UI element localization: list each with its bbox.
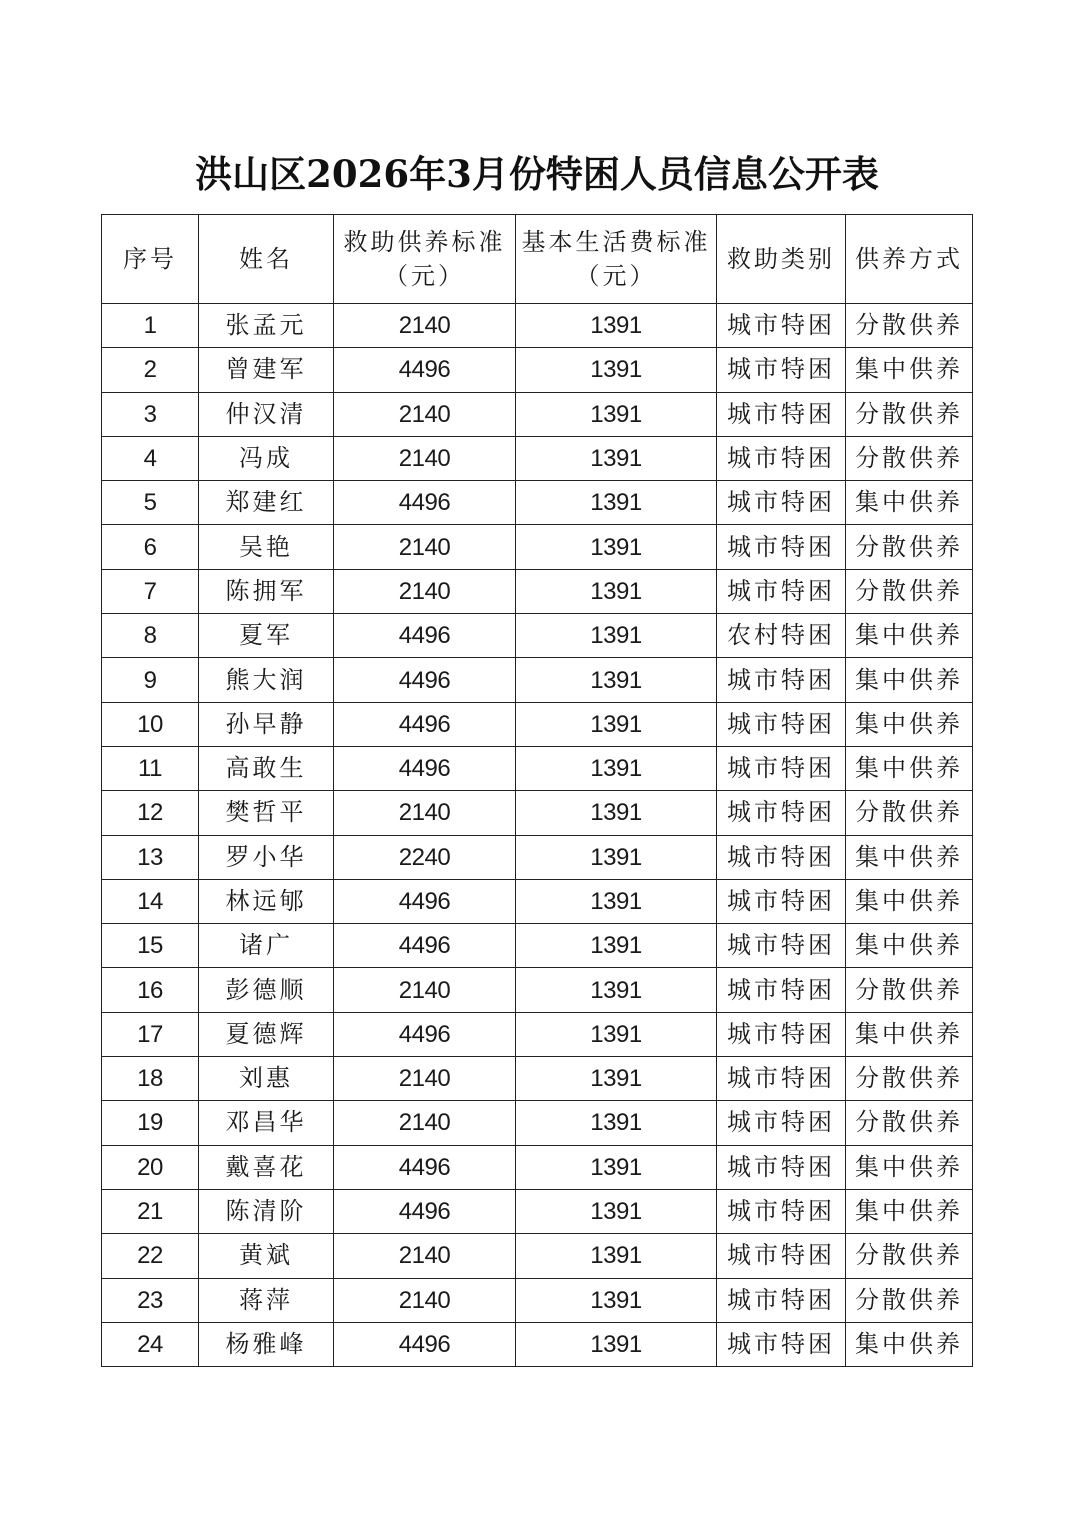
cell-aid-category: 城市特困 xyxy=(717,835,846,879)
cell-living-standard: 1391 xyxy=(516,702,717,746)
cell-aid-standard: 4496 xyxy=(334,1012,516,1056)
cell-support-method: 集中供养 xyxy=(846,1145,973,1189)
cell-support-method: 分散供养 xyxy=(846,791,973,835)
table-row xyxy=(102,304,973,348)
table-row xyxy=(102,348,973,392)
cell-name: 刘惠 xyxy=(199,1057,334,1101)
cell-aid-standard: 2140 xyxy=(334,1101,516,1145)
cell-aid-category: 城市特困 xyxy=(717,1189,846,1233)
cell-support-method: 集中供养 xyxy=(846,746,973,790)
cell-aid-standard: 4496 xyxy=(334,658,516,702)
header-aid-standard-line1: 救助供养标准 xyxy=(343,228,506,256)
cell-name: 蒋萍 xyxy=(199,1278,334,1322)
cell-support-method: 分散供养 xyxy=(846,1101,973,1145)
cell-aid-standard: 4496 xyxy=(334,924,516,968)
cell-living-standard: 1391 xyxy=(516,879,717,923)
header-support-method: 供养方式 xyxy=(846,215,973,304)
cell-name: 黄斌 xyxy=(199,1234,334,1278)
cell-support-method: 分散供养 xyxy=(846,1234,973,1278)
cell-index: 9 xyxy=(102,658,199,702)
cell-aid-standard: 4496 xyxy=(334,1145,516,1189)
cell-name: 樊哲平 xyxy=(199,791,334,835)
table-body xyxy=(102,304,973,1367)
cell-aid-category: 城市特困 xyxy=(717,879,846,923)
cell-name: 杨雅峰 xyxy=(199,1322,334,1366)
header-living-standard-line1: 基本生活费标准 xyxy=(521,228,711,256)
cell-living-standard: 1391 xyxy=(516,348,717,392)
cell-index: 22 xyxy=(102,1234,199,1278)
cell-aid-standard: 2140 xyxy=(334,569,516,613)
table-row xyxy=(102,1234,973,1278)
cell-aid-category: 城市特困 xyxy=(717,1101,846,1145)
cell-support-method: 集中供养 xyxy=(846,835,973,879)
header-living-standard-line2: （元） xyxy=(575,262,657,290)
cell-aid-category: 城市特困 xyxy=(717,569,846,613)
table-row xyxy=(102,746,973,790)
cell-name: 戴喜花 xyxy=(199,1145,334,1189)
table-row xyxy=(102,1189,973,1233)
cell-name: 高敢生 xyxy=(199,746,334,790)
page-title: 洪山区2026年3月份特困人员信息公开表 xyxy=(195,152,879,196)
cell-name: 吴艳 xyxy=(199,525,334,569)
cell-index: 19 xyxy=(102,1101,199,1145)
cell-index: 24 xyxy=(102,1322,199,1366)
cell-index: 6 xyxy=(102,525,199,569)
cell-aid-category: 城市特困 xyxy=(717,436,846,480)
cell-name: 彭德顺 xyxy=(199,968,334,1012)
cell-aid-category: 城市特困 xyxy=(717,1278,846,1322)
cell-aid-category: 城市特困 xyxy=(717,968,846,1012)
cell-name: 张孟元 xyxy=(199,304,334,348)
table-row xyxy=(102,569,973,613)
header-name: 姓名 xyxy=(199,215,334,304)
cell-index: 2 xyxy=(102,348,199,392)
cell-aid-standard: 4496 xyxy=(334,879,516,923)
cell-aid-standard: 2140 xyxy=(334,525,516,569)
cell-aid-category: 城市特困 xyxy=(717,525,846,569)
cell-index: 21 xyxy=(102,1189,199,1233)
cell-aid-standard: 2140 xyxy=(334,1234,516,1278)
cell-support-method: 分散供养 xyxy=(846,1278,973,1322)
cell-aid-standard: 4496 xyxy=(334,481,516,525)
cell-index: 13 xyxy=(102,835,199,879)
table-row xyxy=(102,702,973,746)
table-row xyxy=(102,614,973,658)
cell-name: 邓昌华 xyxy=(199,1101,334,1145)
table-row xyxy=(102,1322,973,1366)
table-row xyxy=(102,924,973,968)
cell-aid-category: 城市特困 xyxy=(717,1145,846,1189)
cell-index: 17 xyxy=(102,1012,199,1056)
table-row xyxy=(102,879,973,923)
cell-name: 陈清阶 xyxy=(199,1189,334,1233)
cell-index: 15 xyxy=(102,924,199,968)
cell-index: 3 xyxy=(102,392,199,436)
cell-living-standard: 1391 xyxy=(516,1234,717,1278)
cell-living-standard: 1391 xyxy=(516,436,717,480)
cell-living-standard: 1391 xyxy=(516,658,717,702)
cell-living-standard: 1391 xyxy=(516,525,717,569)
cell-index: 8 xyxy=(102,614,199,658)
cell-living-standard: 1391 xyxy=(516,1057,717,1101)
table-row xyxy=(102,968,973,1012)
cell-index: 5 xyxy=(102,481,199,525)
table-row xyxy=(102,658,973,702)
cell-index: 1 xyxy=(102,304,199,348)
cell-support-method: 分散供养 xyxy=(846,968,973,1012)
cell-name: 陈拥军 xyxy=(199,569,334,613)
cell-index: 10 xyxy=(102,702,199,746)
header-living-standard xyxy=(516,215,717,304)
cell-support-method: 集中供养 xyxy=(846,924,973,968)
cell-support-method: 分散供养 xyxy=(846,1057,973,1101)
cell-index: 18 xyxy=(102,1057,199,1101)
cell-index: 4 xyxy=(102,436,199,480)
table-row xyxy=(102,1057,973,1101)
cell-aid-standard: 4496 xyxy=(334,746,516,790)
cell-support-method: 分散供养 xyxy=(846,569,973,613)
cell-index: 20 xyxy=(102,1145,199,1189)
cell-index: 11 xyxy=(102,746,199,790)
cell-name: 仲汉清 xyxy=(199,392,334,436)
cell-aid-standard: 2140 xyxy=(334,392,516,436)
cell-aid-category: 城市特困 xyxy=(717,348,846,392)
header-row xyxy=(102,215,973,304)
cell-living-standard: 1391 xyxy=(516,569,717,613)
table-row xyxy=(102,791,973,835)
cell-aid-standard: 2240 xyxy=(334,835,516,879)
cell-index: 7 xyxy=(102,569,199,613)
cell-name: 郑建红 xyxy=(199,481,334,525)
cell-support-method: 分散供养 xyxy=(846,436,973,480)
cell-aid-standard: 2140 xyxy=(334,791,516,835)
table-row xyxy=(102,525,973,569)
header-index: 序号 xyxy=(102,215,199,304)
cell-aid-category: 城市特困 xyxy=(717,702,846,746)
cell-living-standard: 1391 xyxy=(516,835,717,879)
cell-living-standard: 1391 xyxy=(516,1322,717,1366)
cell-name: 孙早静 xyxy=(199,702,334,746)
cell-aid-standard: 4496 xyxy=(334,1322,516,1366)
cell-aid-standard: 2140 xyxy=(334,304,516,348)
cell-aid-category: 城市特困 xyxy=(717,481,846,525)
table-row xyxy=(102,481,973,525)
cell-name: 诸广 xyxy=(199,924,334,968)
cell-living-standard: 1391 xyxy=(516,1189,717,1233)
cell-aid-category: 城市特困 xyxy=(717,924,846,968)
cell-support-method: 集中供养 xyxy=(846,348,973,392)
cell-aid-category: 城市特困 xyxy=(717,791,846,835)
cell-living-standard: 1391 xyxy=(516,481,717,525)
cell-index: 16 xyxy=(102,968,199,1012)
header-aid-standard-line2: （元） xyxy=(384,262,465,290)
cell-aid-category: 城市特困 xyxy=(717,1322,846,1366)
cell-support-method: 集中供养 xyxy=(846,1322,973,1366)
cell-aid-category: 城市特困 xyxy=(717,746,846,790)
cell-aid-category: 城市特困 xyxy=(717,1234,846,1278)
cell-living-standard: 1391 xyxy=(516,614,717,658)
table-row xyxy=(102,1012,973,1056)
table-row xyxy=(102,392,973,436)
cell-index: 14 xyxy=(102,879,199,923)
cell-support-method: 分散供养 xyxy=(846,392,973,436)
info-table xyxy=(101,214,973,1367)
cell-aid-category: 城市特困 xyxy=(717,658,846,702)
cell-aid-standard: 2140 xyxy=(334,968,516,1012)
table-header xyxy=(102,215,973,304)
cell-support-method: 集中供养 xyxy=(846,1012,973,1056)
table-row xyxy=(102,1278,973,1322)
cell-name: 冯成 xyxy=(199,436,334,480)
cell-living-standard: 1391 xyxy=(516,392,717,436)
cell-support-method: 集中供养 xyxy=(846,658,973,702)
cell-index: 23 xyxy=(102,1278,199,1322)
cell-name: 林远郇 xyxy=(199,879,334,923)
cell-index: 12 xyxy=(102,791,199,835)
cell-support-method: 集中供养 xyxy=(846,879,973,923)
cell-living-standard: 1391 xyxy=(516,1101,717,1145)
cell-aid-category: 城市特困 xyxy=(717,304,846,348)
cell-name: 罗小华 xyxy=(199,835,334,879)
cell-aid-standard: 4496 xyxy=(334,614,516,658)
cell-aid-standard: 2140 xyxy=(334,1057,516,1101)
header-aid-category: 救助类别 xyxy=(717,215,846,304)
cell-support-method: 集中供养 xyxy=(846,481,973,525)
cell-support-method: 分散供养 xyxy=(846,304,973,348)
cell-support-method: 分散供养 xyxy=(846,525,973,569)
cell-aid-standard: 4496 xyxy=(334,702,516,746)
cell-aid-standard: 2140 xyxy=(334,436,516,480)
header-aid-standard xyxy=(334,215,516,304)
cell-aid-standard: 4496 xyxy=(334,348,516,392)
cell-aid-standard: 4496 xyxy=(334,1189,516,1233)
cell-living-standard: 1391 xyxy=(516,304,717,348)
cell-aid-category: 农村特困 xyxy=(717,614,846,658)
cell-living-standard: 1391 xyxy=(516,924,717,968)
cell-name: 熊大润 xyxy=(199,658,334,702)
cell-aid-category: 城市特困 xyxy=(717,1012,846,1056)
cell-living-standard: 1391 xyxy=(516,968,717,1012)
cell-aid-category: 城市特困 xyxy=(717,392,846,436)
cell-name: 曾建军 xyxy=(199,348,334,392)
cell-name: 夏德辉 xyxy=(199,1012,334,1056)
cell-aid-standard: 2140 xyxy=(334,1278,516,1322)
table-row xyxy=(102,436,973,480)
cell-living-standard: 1391 xyxy=(516,746,717,790)
table-row xyxy=(102,1101,973,1145)
cell-living-standard: 1391 xyxy=(516,1145,717,1189)
table-row xyxy=(102,835,973,879)
cell-aid-category: 城市特困 xyxy=(717,1057,846,1101)
table-row xyxy=(102,1145,973,1189)
cell-name: 夏军 xyxy=(199,614,334,658)
cell-support-method: 集中供养 xyxy=(846,614,973,658)
cell-living-standard: 1391 xyxy=(516,791,717,835)
cell-support-method: 集中供养 xyxy=(846,702,973,746)
cell-living-standard: 1391 xyxy=(516,1278,717,1322)
cell-support-method: 集中供养 xyxy=(846,1189,973,1233)
cell-living-standard: 1391 xyxy=(516,1012,717,1056)
